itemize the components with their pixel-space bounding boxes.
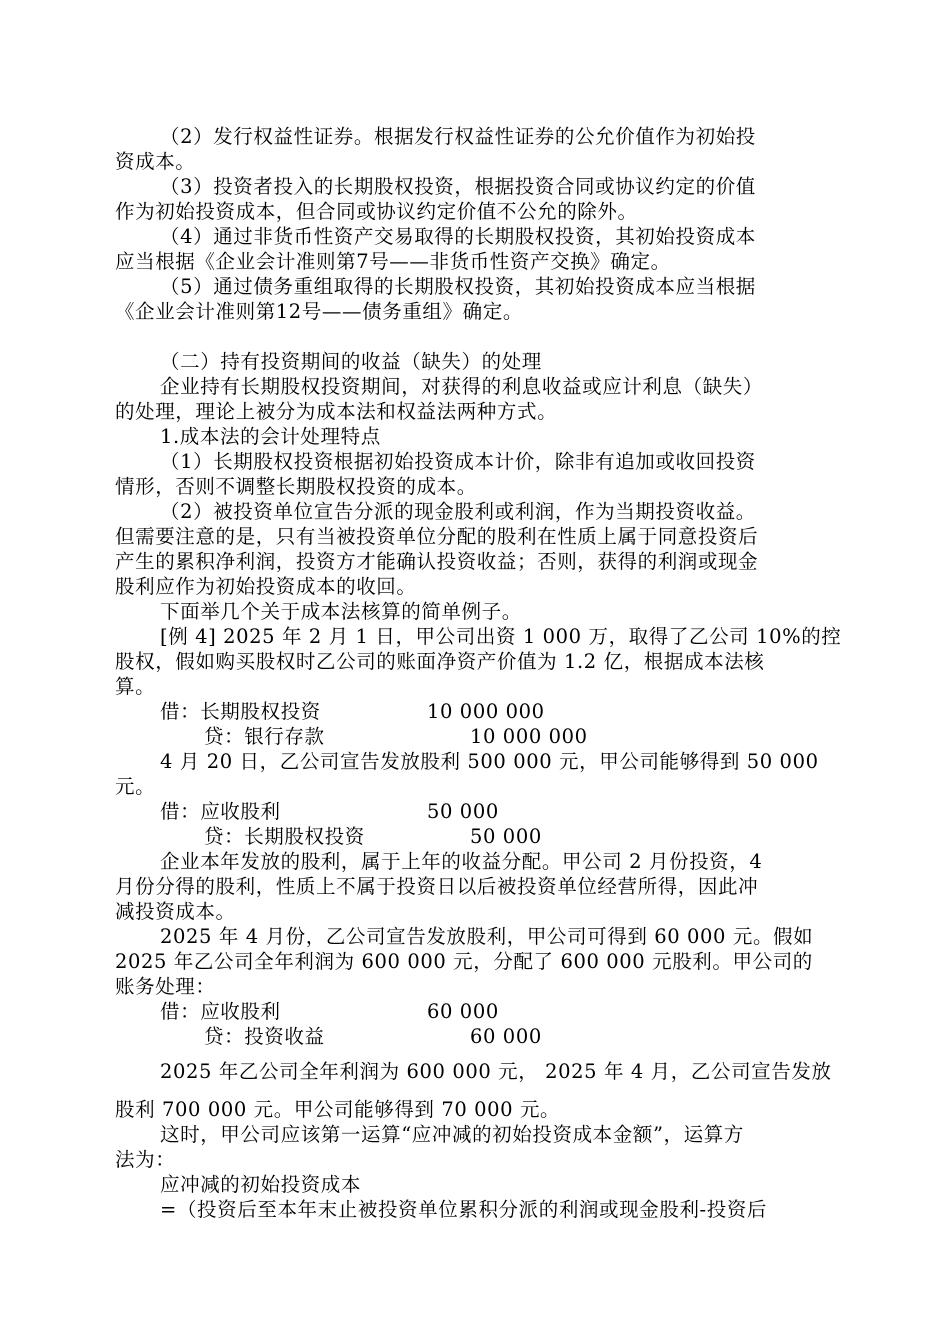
journal-credit-label: 贷：银行存款	[204, 725, 325, 748]
paragraph-line: 股权，假如购买股权时乙公司的账面净资产价值为 1.2 亿，根据成本法核	[115, 650, 765, 673]
paragraph-line: 元。	[115, 775, 156, 798]
paragraph-line: 情形，否则不调整长期股权投资的成本。	[115, 475, 477, 498]
paragraph-line: 应当根据《企业会计准则第7号——非货币性资产交换》确定。	[115, 250, 671, 273]
journal-debit-amount: 50 000	[427, 800, 499, 823]
paragraph-line: 《企业会计准则第12号——债务重组》确定。	[115, 300, 523, 323]
section-heading: （二）持有投资期间的收益（缺失）的处理	[160, 350, 542, 373]
paragraph-line: 2025 年乙公司全年利润为 600 000 元， 2025 年 4 月，乙公司宣告发放	[160, 1060, 832, 1083]
paragraph-line: 企业持有长期股权投资期间，对获得的利息收益或应计利息（缺失）	[160, 375, 764, 398]
journal-debit-label: 借：应收股利	[160, 1000, 281, 1023]
paragraph-line: （1）长期股权投资根据初始投资成本计价，除非有追加或收回投资	[160, 450, 756, 473]
paragraph-line: 账务处理：	[115, 975, 216, 998]
paragraph-line: （3）投资者投入的长期股权投资，根据投资合同或协议约定的价值	[160, 175, 756, 198]
paragraph-line: 资成本。	[115, 150, 196, 173]
paragraph-line: 股利 700 000 元。甲公司能够得到 70 000 元。	[115, 1098, 561, 1121]
journal-debit-label: 借：应收股利	[160, 800, 281, 823]
journal-credit-amount: 50 000	[470, 825, 542, 848]
paragraph-line: 企业本年发放的股利，属于上年的收益分配。甲公司 2 月份投资，4	[160, 850, 763, 873]
sub-heading: 1.成本法的会计处理特点	[160, 425, 381, 448]
journal-credit-label: 贷：长期股权投资	[204, 825, 365, 848]
paragraph-line: 作为初始投资成本，但合同或协议约定价值不公允的除外。	[115, 200, 638, 223]
paragraph-line: （5）通过债务重组取得的长期股权投资，其初始投资成本应当根据	[160, 275, 756, 298]
journal-debit-amount: 10 000 000	[427, 700, 545, 723]
paragraph-line: 2025 年 4 月份，乙公司宣告发放股利，甲公司可得到 60 000 元。假如	[160, 925, 814, 948]
journal-debit-label: 借：长期股权投资	[160, 700, 321, 723]
paragraph-line: 减投资成本。	[115, 900, 236, 923]
journal-credit-amount: 60 000	[470, 1025, 542, 1048]
paragraph-line: 股利应作为初始投资成本的收回。	[115, 575, 417, 598]
journal-credit-amount: 10 000 000	[470, 725, 588, 748]
paragraph-line: 下面举几个关于成本法核算的简单例子。	[160, 600, 522, 623]
paragraph-line: 2025 年乙公司全年利润为 600 000 元，分配了 600 000 元股利。甲公司的	[115, 950, 813, 973]
paragraph-line: 算。	[115, 675, 156, 698]
formula-line: =（投资后至本年末止被投资单位累积分派的利润或现金股利-投资后	[160, 1198, 768, 1221]
paragraph-line: [例 4] 2025 年 2 月 1 日，甲公司出资 1 000 万，取得了乙公司 10%的控	[160, 625, 842, 648]
paragraph-line: 法为：	[115, 1148, 176, 1171]
paragraph-line: 但需要注意的是，只有当被投资单位分配的股利在性质上属于同意投资后	[115, 525, 759, 548]
paragraph-line: （2）被投资单位宣告分派的现金股利或利润，作为当期投资收益。	[160, 500, 756, 523]
journal-debit-amount: 60 000	[427, 1000, 499, 1023]
paragraph-line: 这时，甲公司应该第一运算“应冲减的初始投资成本金额”，运算方	[160, 1123, 744, 1146]
paragraph-line: 月份分得的股利，性质上不属于投资日以后被投资单位经营所得，因此冲	[115, 875, 759, 898]
paragraph-line: 产生的累积净利润，投资方才能确认投资收益；否则，获得的利润或现金	[115, 550, 759, 573]
paragraph-line: （4）通过非货币性资产交易取得的长期股权投资，其初始投资成本	[160, 225, 756, 248]
paragraph-line: 4 月 20 日，乙公司宣告发放股利 500 000 元，甲公司能够得到 50 000	[160, 750, 819, 773]
journal-credit-label: 贷：投资收益	[204, 1025, 325, 1048]
formula-line: 应冲减的初始投资成本	[160, 1173, 362, 1196]
paragraph-line: 的处理，理论上被分为成本法和权益法两种方式。	[115, 400, 558, 423]
paragraph-line: （2）发行权益性证券。根据发行权益性证券的公允价值作为初始投	[160, 125, 756, 148]
